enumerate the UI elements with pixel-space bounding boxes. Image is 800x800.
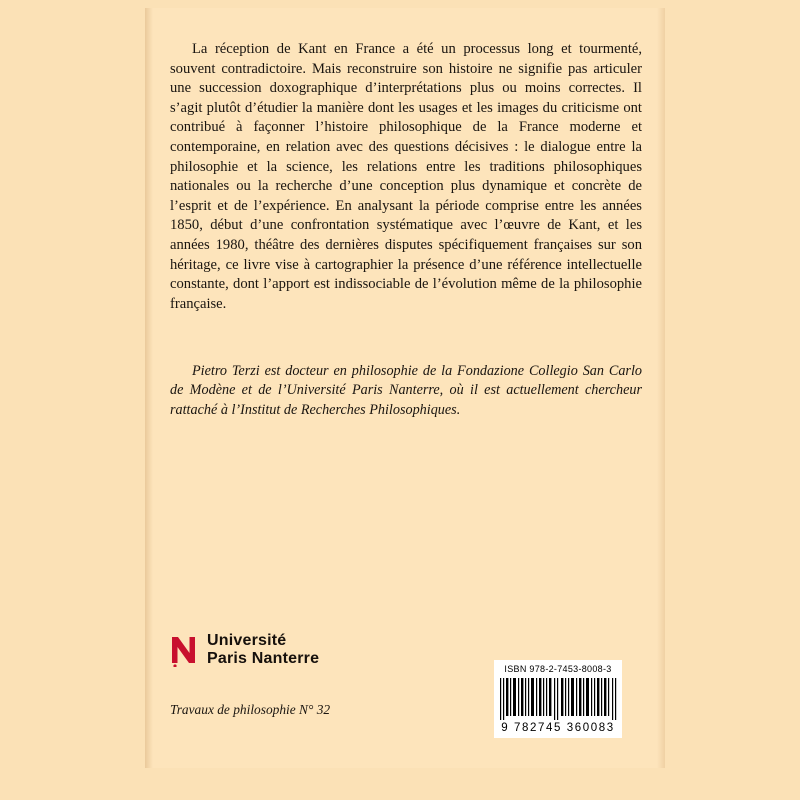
publisher-name-line2: Paris Nanterre	[207, 650, 320, 667]
university-n-mark-icon	[170, 633, 198, 667]
page-edge-shadow-left	[145, 8, 153, 768]
series-label: Travaux de philosophie N° 32	[170, 702, 331, 717]
publisher-logo-block	[170, 632, 319, 668]
publisher-name	[207, 632, 319, 668]
publisher-name-line1: Université	[207, 632, 287, 649]
page-edge-shadow-right	[657, 8, 665, 768]
isbn-text: ISBN 978-2-7453-8008-3	[504, 664, 612, 674]
isbn-barcode-block	[494, 660, 622, 738]
author-biography: Pietro Terzi est docteur en philosophie de la Fondazione Collegio San Carlo de Modène et de l’Université Paris Nanterre, où il est actuellement chercheur rattaché à l’Institut de Recherches Philosophiques.	[170, 363, 642, 418]
back-cover-blurb: La réception de Kant en France a été un processus long et tourmenté, souvent contradictoire. Mais reconstruire son histoire ne signifie pas articuler une succession doxographique d’interprétations plus ou moins correctes. Il s’agit plutôt d’étudier la manière dont les usages et les images du criticisme ont contribué à façonner l’histoire philosophique de la France moderne et contemporaine, en relation avec des questions décisives : le dialogue entre la philosophie et la science, les relations entre les traditions philosophiques nationales ou la recherche d’une conception plus dynamique et concrète de l’esprit et de l’expérience. En analysant la période comprise entre les années 1850, début d’une confrontation systématique avec l’œuvre de Kant, et les années 1980, théâtre des dernières disputes spécifiquement françaises sur son héritage, ce livre vise à cartographier la présence d’une référence intellectuelle constante, dont l’apport est indissociable de l’évolution même de la philosophie française.	[170, 41, 642, 312]
barcode-digits: 9 782745 360083	[501, 722, 615, 734]
barcode-image	[494, 676, 622, 722]
